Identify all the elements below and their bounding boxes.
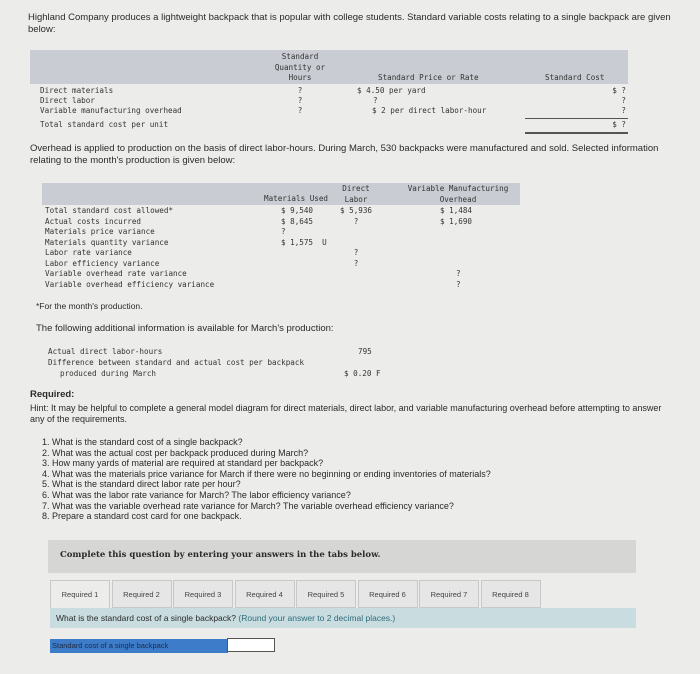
labor-hours-label: Actual direct labor-hours — [48, 347, 163, 356]
materials-header: Materials Used — [264, 194, 329, 203]
question-item: 3. How many yards of material are required at standard per backpack? — [42, 458, 324, 469]
tab-required-8[interactable]: Required 8 — [481, 580, 541, 608]
row-label: Actual costs incurred — [45, 216, 142, 226]
question-item: 6. What was the labor rate variance for March? The labor efficiency variance? — [42, 489, 351, 500]
tab-required-5[interactable]: Required 5 — [296, 580, 356, 608]
tab-required-1[interactable]: Required 1 — [50, 580, 110, 608]
question-prompt: What is the standard cost of a single backpack? — [56, 613, 237, 623]
tab-required-3[interactable]: Required 3 — [173, 580, 233, 608]
cost-header: Standard Cost — [545, 73, 605, 82]
voh-cell: ? — [456, 279, 461, 289]
question-item: 1. What is the standard cost of a single backpack? — [42, 437, 243, 447]
row-label: Total standard cost allowed* — [45, 206, 174, 215]
row-label: Variable overhead rate variance — [45, 269, 187, 278]
voh-cell: $ 1,484 — [440, 206, 473, 215]
qty-header-1: Standard — [281, 52, 319, 61]
instruction-box — [48, 540, 636, 573]
tab-required-6[interactable]: Required 6 — [358, 580, 418, 608]
question-prompt-bar — [50, 608, 636, 628]
price-header: Standard Price or Rate — [378, 73, 479, 82]
row-label: Labor rate variance — [45, 248, 132, 257]
cost-cell: $ ? — [612, 86, 626, 95]
labor-header-2: Labor — [344, 194, 368, 204]
difference-label: Difference between standard and actual cost per backpack — [48, 358, 305, 367]
qty-header-2: Quantity or — [274, 62, 326, 72]
tab-required-4[interactable]: Required 4 — [235, 580, 295, 608]
cost-cell: ? — [621, 96, 626, 105]
standard-cost-input[interactable] — [227, 638, 275, 652]
row-label: Variable overhead efficiency variance — [45, 279, 215, 289]
question-item: 5. What is the standard direct labor rate per hour? — [42, 479, 241, 490]
voh-header-1: Variable Manufacturing — [407, 184, 509, 193]
hint-text: Hint: It may be helpful to complete a general model diagram for direct materials, direct labor, and variable manufacturing overhead before attempting to answer any of the requirements. — [30, 403, 662, 424]
questions-list — [42, 437, 491, 522]
materials-cell: ? — [281, 227, 286, 236]
answer-label: Standard cost of a single backpack — [50, 639, 228, 653]
row-label: Direct materials — [40, 86, 114, 95]
materials-cell: $ 1,575 U — [281, 237, 327, 247]
qty-cell: ? — [297, 96, 303, 105]
voh-cell: ? — [456, 269, 461, 278]
qty-header-3: Hours — [288, 73, 312, 82]
footnote: *For the month's production. — [36, 301, 143, 311]
overhead-text: Overhead is applied to production on the basis of direct labor-hours. During March, 530 backpacks were manufactured and sold. Selected information relating to the month's production is given below: — [30, 143, 659, 166]
price-cell: $ 2 per direct labor-hour — [372, 106, 487, 115]
labor-cell: ? — [353, 248, 359, 257]
voh-cell: $ 1,690 — [440, 216, 473, 226]
labor-cell: $ 5,936 — [339, 206, 372, 215]
labor-cell: ? — [353, 216, 359, 226]
instruction-text: Complete this question by entering your answers in the tabs below. — [60, 550, 381, 560]
price-cell: $ 4.50 per yard — [357, 86, 426, 95]
row-label: Materials price variance — [45, 227, 155, 236]
labor-hours-value: 795 — [358, 347, 372, 356]
intro-text: Highland Company produces a lightweight backpack that is popular with college students. Standard variable costs relating to a single backpack are given below: — [28, 12, 671, 35]
row-label: Variable manufacturing overhead — [40, 106, 182, 115]
row-label: Total standard cost per unit — [40, 120, 169, 129]
tab-required-2[interactable]: Required 2 — [112, 580, 172, 608]
row-label: Direct labor — [40, 96, 95, 105]
question-item: 2. What was the actual cost per backpack produced during March? — [42, 447, 309, 458]
question-item: 7. What was the variable overhead rate variance for March? The variable overhead efficiency variance? — [42, 500, 454, 511]
price-cell: ? — [373, 96, 378, 105]
row-label: Materials quantity variance — [45, 237, 169, 247]
row-label: Labor efficiency variance — [45, 258, 160, 268]
difference-value: $ 0.20 F — [344, 369, 381, 378]
question-item: 4. What was the materials price variance for March if there were no beginning or ending inventories of materials? — [42, 468, 491, 479]
difference-label-2: produced during March — [60, 369, 157, 378]
qty-cell: ? — [297, 106, 303, 115]
required-heading: Required: — [30, 389, 75, 400]
round-note: (Round your answer to 2 decimal places.) — [238, 613, 396, 623]
cost-cell: $ ? — [612, 120, 626, 129]
additional-intro: The following additional information is available for March's production: — [36, 323, 334, 334]
materials-cell: $ 8,645 — [281, 216, 314, 226]
tab-required-7[interactable]: Required 7 — [419, 580, 479, 608]
question-item: 8. Prepare a standard cost card for one backpack. — [42, 511, 242, 522]
labor-cell: ? — [353, 258, 359, 268]
materials-cell: $ 9,540 — [281, 206, 314, 215]
voh-header-2: Overhead — [439, 194, 477, 204]
labor-header-1: Direct — [342, 184, 370, 193]
cost-cell: ? — [621, 106, 626, 115]
qty-cell: ? — [297, 86, 303, 95]
